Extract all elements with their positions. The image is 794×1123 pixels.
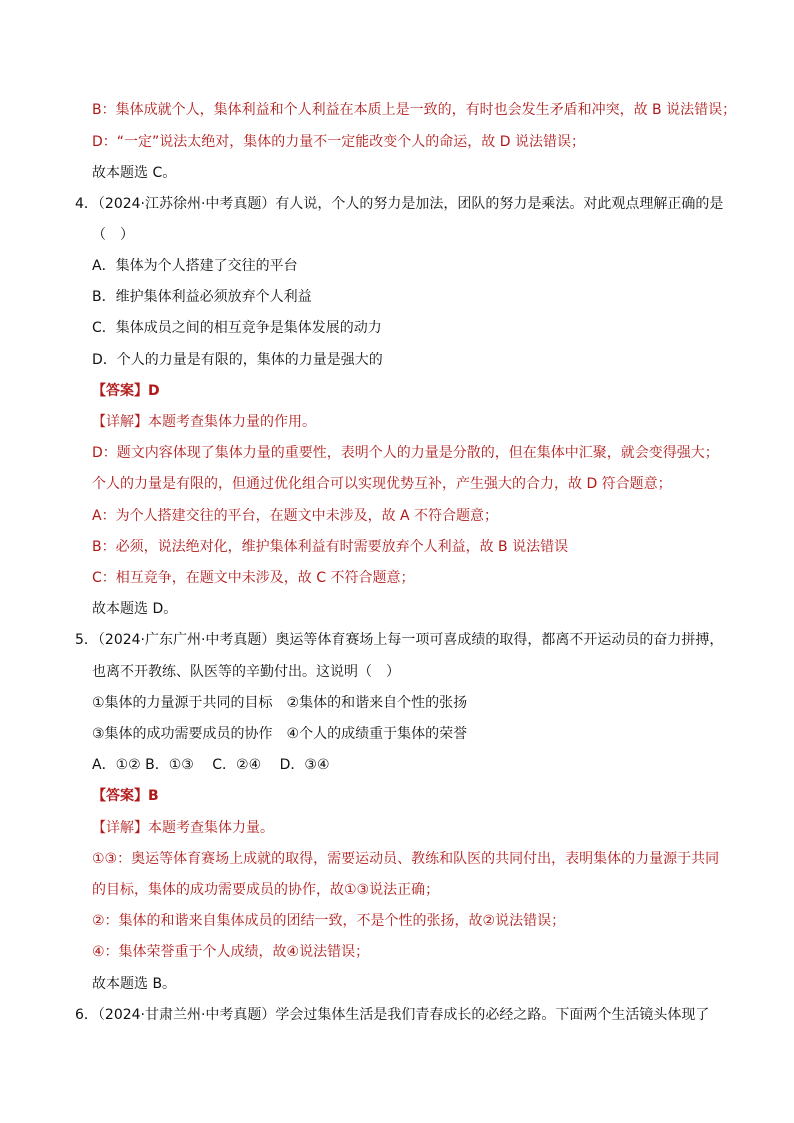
question-5-detail-13-2: 的目标，集体的成功需要成员的协作，故①③说法正确； (92, 882, 440, 898)
question-5-detail-4: ④：集体荣誉重于个人成绩，故④说法错误； (92, 944, 370, 960)
question-5-statements-1: ①集体的力量源于共同的目标 ②集体的和谐来自个性的张扬 (92, 695, 468, 711)
question-4-conclusion: 故本题选 D。 (92, 601, 178, 617)
question-5-statements-2: ③集体的成功需要成员的协作 ④个人的成绩重于集体的荣誉 (92, 726, 468, 742)
question-5-detail-2: ②：集体的和谐来自集体成员的团结一致，不是个性的张扬，故②说法错误； (92, 913, 566, 929)
question-5-options: A．①② B．①③ C．②④ D．③④ (92, 757, 330, 773)
question-4-stem: 4．（2024·江苏徐州·中考真题）有人说，个人的努力是加法，团队的努力是乘法。对此观点理解正确的是 (75, 196, 724, 212)
question-4-option-a: A．集体为个人搭建了交往的平台 (92, 258, 298, 274)
question-6-stem: 6．（2024·甘肃兰州·中考真题）学会过集体生活是我们青春成长的必经之路。下面两个生活镜头体现了 (75, 1007, 710, 1023)
explanation-option-d: D：“一定”说法太绝对，集体的力量不一定能改变个人的命运，故 D 说法错误； (92, 134, 585, 150)
question-5-answer: 【答案】B (92, 788, 159, 804)
question-5-conclusion: 故本题选 B。 (92, 976, 177, 992)
question-4-answer: 【答案】D (92, 383, 160, 399)
explanation-option-b: B：集体成就个人，集体利益和个人利益在本质上是一致的，有时也会发生矛盾和冲突，故 B 说法错误； (92, 102, 737, 118)
question-4-option-d: D．个人的力量是有限的，集体的力量是强大的 (92, 352, 383, 368)
question-5-stem-2: 也离不开教练、队医等的辛勤付出。这说明（ ） (92, 664, 400, 680)
question-5-detail-heading: 【详解】本题考查集体力量。 (92, 820, 274, 836)
conclusion-line: 故本题选 C。 (92, 165, 177, 181)
question-4-detail-c: C：相互竞争，在题文中未涉及，故 C 不符合题意； (92, 570, 415, 586)
question-5-detail-13-1: ①③：奥运等体育赛场上成就的取得，需要运动员、教练和队医的共同付出，表明集体的力量源于共同 (92, 851, 720, 867)
question-4-option-b: B．维护集体利益必须放弃个人利益 (92, 289, 312, 305)
question-4-blank: （ ） (92, 227, 134, 243)
question-4-detail-d-1: D：题文内容体现了集体力量的重要性，表明个人的力量是分散的，但在集体中汇聚，就会变得强大； (92, 445, 719, 461)
question-5-stem-1: 5．（2024·广东广州·中考真题）奥运等体育赛场上每一项可喜成绩的取得，都离不开运动员的奋力拼搏， (75, 632, 724, 648)
question-4-detail-heading: 【详解】本题考查集体力量的作用。 (92, 414, 316, 430)
question-4-option-c: C．集体成员之间的相互竞争是集体发展的动力 (92, 320, 382, 336)
question-4-detail-d-2: 个人的力量是有限的，但通过优化组合可以实现优势互补，产生强大的合力，故 D 符合题意； (92, 476, 672, 492)
question-4-detail-a: A：为个人搭建交往的平台，在题文中未涉及，故 A 不符合题意； (92, 508, 499, 524)
question-4-detail-b: B：必须，说法绝对化，维护集体利益有时需要放弃个人利益，故 B 说法错误 (92, 539, 569, 555)
